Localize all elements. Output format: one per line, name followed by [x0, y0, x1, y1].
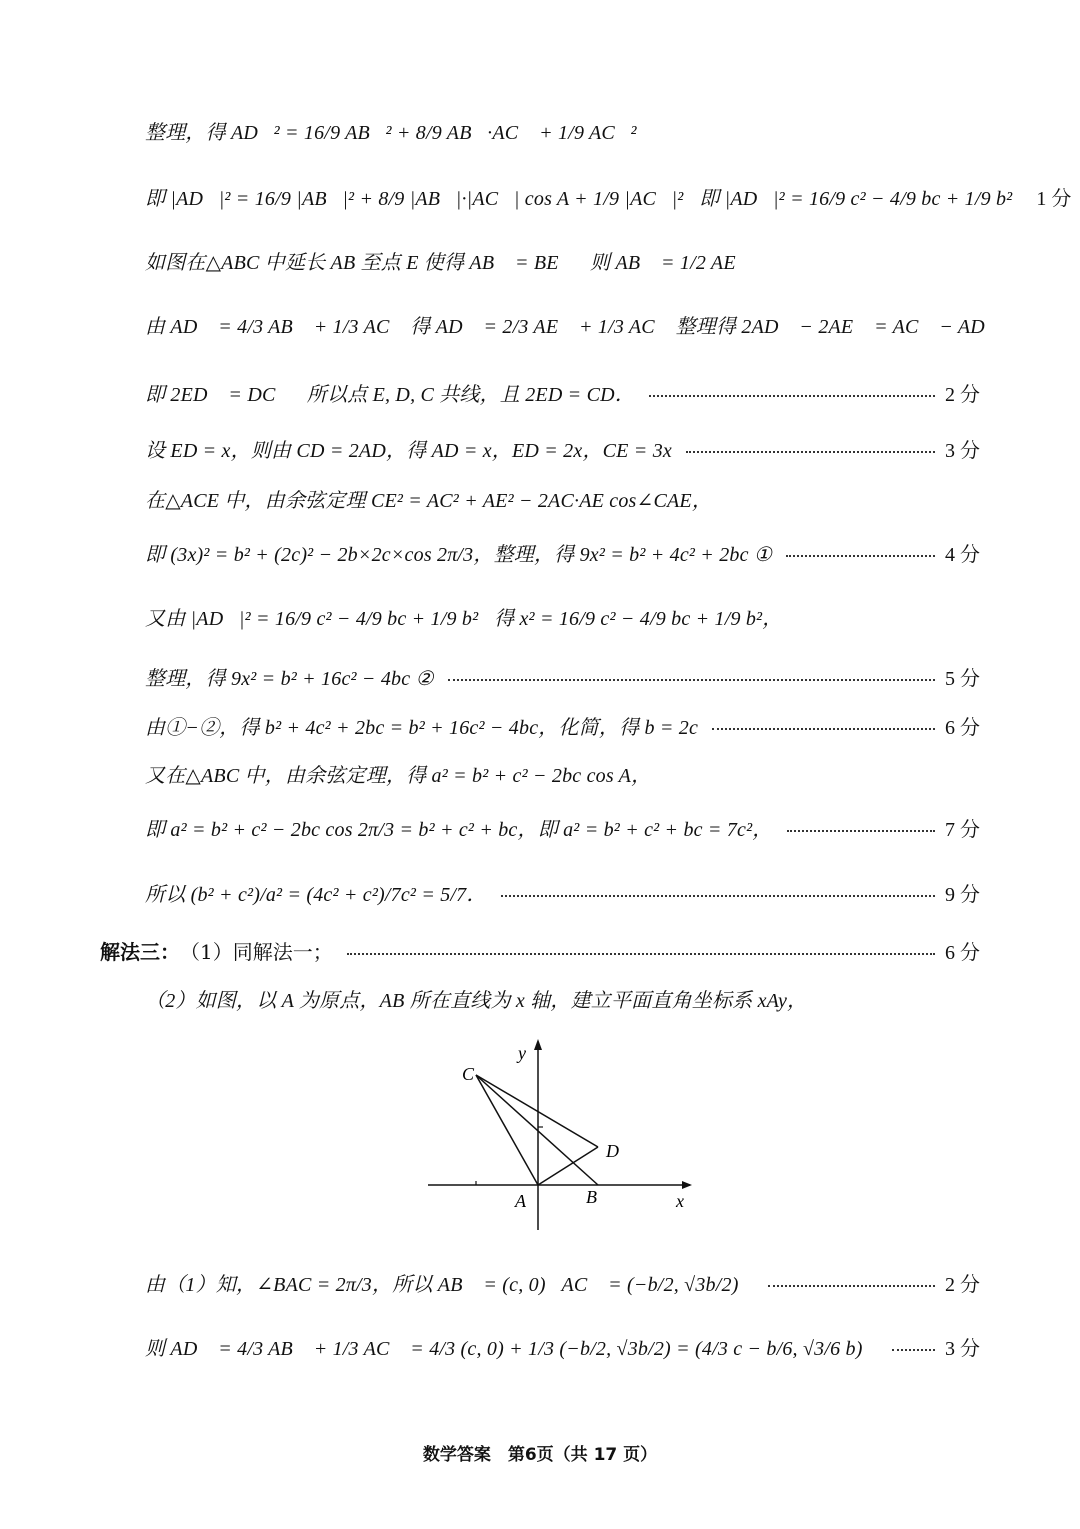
- dot-leader: [347, 953, 935, 955]
- score: 6 分: [945, 716, 980, 739]
- coordinate-figure: [420, 1035, 710, 1235]
- dot-leader: [786, 555, 935, 557]
- point-a-label: A: [515, 1191, 526, 1211]
- x-axis-arrow: [682, 1181, 692, 1189]
- solution-line: [145, 530, 980, 574]
- method3-part1: （1）同解法一；: [180, 939, 333, 964]
- line-text: 由（1）知，∠BAC = 2π/3，所以 AB⃗ = (c, 0)，AC⃗ = (−b/2, √3b/2)，: [145, 1273, 755, 1296]
- line-text: 设 ED = x，则由 CD = 2AD，得 AD = x，ED = 2x，CE = 3x: [145, 439, 672, 462]
- score: 1 分: [1036, 187, 1072, 210]
- line-text: 如图在△ABC 中延长 AB 至点 E 使得 AB⃗ = BE⃗，则 AB⃗ = 1/2 AE⃗，: [145, 251, 768, 274]
- solution-line: [145, 108, 980, 152]
- solution-line: [145, 870, 980, 914]
- method3-part2-line: [145, 976, 980, 1020]
- line-text: 整理，得 9x² = b² + 16c² − 4bc ②: [145, 667, 434, 690]
- segment-ad: [538, 1147, 598, 1185]
- score: 7 分: [945, 818, 980, 841]
- point-c-label: C: [462, 1064, 475, 1084]
- solution-line: [145, 805, 980, 849]
- dot-leader: [501, 895, 935, 897]
- score: 5 分: [945, 667, 980, 690]
- score: 2 分: [945, 383, 980, 406]
- line-text: 在△ACE 中，由余弦定理 CE² = AC² + AE² − 2AC·AE cos∠CAE，: [145, 489, 713, 512]
- solution-line: [145, 476, 980, 520]
- solution-line: [145, 594, 980, 638]
- solution-line: [145, 751, 980, 795]
- solution-line: [145, 426, 980, 470]
- line-text: 所以 (b² + c²)/a² = (4c² + c²)/7c² = 5/7．: [145, 883, 487, 906]
- solution-line: [145, 1324, 980, 1368]
- solution-line: [145, 238, 980, 282]
- dot-leader: [787, 830, 935, 832]
- page-footer: 数学答案 第6页（共 17 页）: [422, 1445, 658, 1465]
- dot-leader: [768, 1285, 935, 1287]
- line-text: 由 AD⃗ = 4/3 AB⃗ + 1/3 AC⃗ 得 AD⃗ = 2/3 AE⃗ + 1/3 AC⃗ 整理得 2AD⃗ − 2AE⃗ = AC⃗ − AD⃗: [145, 315, 1001, 338]
- dot-leader: [686, 451, 935, 453]
- line-text: 则 AD⃗ = 4/3 AB⃗ + 1/3 AC⃗ = 4/3 (c, 0) + 1/3 (−b/2, √3b/2) = (4/3 c − b/6, √3/6 b)，: [145, 1337, 879, 1360]
- dot-leader: [892, 1349, 935, 1351]
- line-text: 又由 |AD⃗|² = 16/9 c² − 4/9 bc + 1/9 b²，得 x² = 16/9 c² − 4/9 bc + 1/9 b²，: [145, 607, 783, 630]
- score: 2 分: [945, 1273, 980, 1296]
- solution-line: [145, 1260, 980, 1304]
- solution-line: [145, 654, 980, 698]
- dot-leader: [448, 679, 935, 681]
- point-b-label: B: [586, 1187, 597, 1207]
- method3-part2: （2）如图，以 A 为原点，AB 所在直线为 x 轴，建立平面直角坐标系 xAy，: [145, 989, 808, 1012]
- method3-heading-line: [100, 928, 980, 972]
- method3-heading: 解法三：: [100, 939, 180, 964]
- score: 4 分: [945, 543, 980, 566]
- segment-cb: [476, 1075, 598, 1185]
- solution-line: [145, 370, 980, 414]
- x-axis-label: x: [676, 1191, 684, 1211]
- segment-ac: [476, 1075, 538, 1185]
- segment-cd: [476, 1075, 598, 1147]
- dot-leader: [712, 728, 935, 730]
- y-axis-label: y: [518, 1043, 526, 1063]
- score: 3 分: [945, 1337, 980, 1360]
- solution-line: [145, 174, 1072, 218]
- score: 6 分: [945, 941, 980, 964]
- dot-leader: [649, 395, 935, 397]
- score: 9 分: [945, 883, 980, 906]
- score: 3 分: [945, 439, 980, 462]
- line-text: 又在△ABC 中，由余弦定理，得 a² = b² + c² − 2bc cos A，: [145, 764, 652, 787]
- point-d-label: D: [606, 1141, 619, 1161]
- line-text: 即 (3x)² = b² + (2c)² − 2b×2c×cos 2π/3，整理，得 9x² = b² + 4c² + 2bc ①: [145, 543, 773, 566]
- line-text: 由①−②，得 b² + 4c² + 2bc = b² + 16c² − 4bc，化简，得 b = 2c: [145, 716, 699, 739]
- solution-line: [145, 302, 1001, 346]
- line-text: 即 a² = b² + c² − 2bc cos 2π/3 = b² + c² + bc，即 a² = b² + c² + bc = 7c²，: [145, 818, 773, 841]
- line-text: 即 |AD⃗|² = 16/9 |AB⃗|² + 8/9 |AB⃗|·|AC⃗| cos A + 1/9 |AC⃗|²，即 |AD⃗|² = 16/9 c² − 4/9 bc + 1/9 b²: [145, 187, 1013, 210]
- line-text: 整理，得 AD⃗² = 16/9 AB⃗² + 8/9 AB⃗·AC⃗ + 1/9 AC⃗²，: [145, 121, 653, 144]
- solution-line: [145, 703, 980, 747]
- line-text: 即 2ED⃗ = DC⃗，所以点 E, D, C 共线，且 2ED = CD．: [145, 383, 635, 406]
- y-axis-arrow: [534, 1039, 542, 1050]
